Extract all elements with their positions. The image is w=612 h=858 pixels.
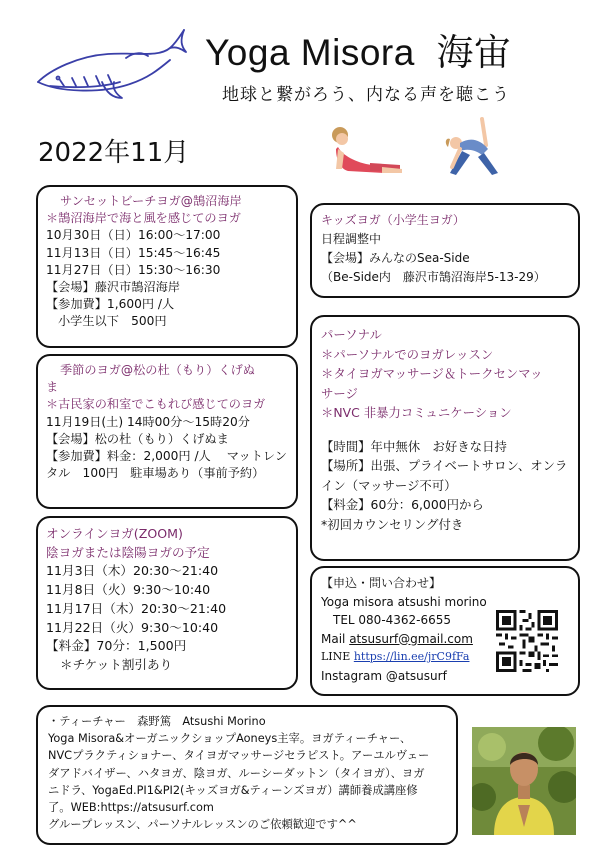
personal-item: ＊NVC 非暴力コミュニケーション bbox=[321, 405, 512, 420]
online-date: 11月17日（木）20:30〜21:40 bbox=[46, 600, 227, 616]
yoga-cobra-pose-illustration bbox=[326, 125, 406, 177]
seasonal-tagline: ＊古民家の和室でこもれび感じてのヨガ bbox=[46, 397, 266, 412]
online-date: 11月3日（木）20:30〜21:40 bbox=[46, 563, 219, 579]
teacher-line: ニドラ、YogaEd.PI1&PI2(キッズヨガ&ティーンズヨガ）講師養成講座修 bbox=[48, 783, 418, 797]
kids-address: （Be-Side内 藤沢市鵠沼海岸5-13-29） bbox=[321, 270, 546, 284]
line-link[interactable]: https://lin.ee/jrC9fFa bbox=[353, 650, 470, 663]
teacher-line: グループレッスン、パーソナルレッスンのご依頼歓迎です^^ bbox=[48, 818, 357, 832]
contact-heading: 【申込・問い合わせ】 bbox=[321, 576, 442, 590]
sunset-fee: 【参加費】1,600円 /人 bbox=[46, 297, 175, 312]
personal-session-card bbox=[310, 315, 580, 561]
teacher-profile-card bbox=[36, 705, 458, 845]
yoga-triangle-pose-illustration bbox=[432, 115, 508, 179]
seasonal-venue: 【会場】松の杜（もり）くげぬま bbox=[46, 431, 229, 446]
online-fee: 【料金】70分：1,500円 bbox=[46, 638, 187, 654]
teacher-line: ・ティーチャー 森野篤 Atsushi Morino bbox=[48, 715, 266, 728]
sunset-tagline: ＊鵠沼海岸で海と風を感じてのヨガ bbox=[46, 211, 241, 226]
online-ticket-note: ＊チケット割引あり bbox=[60, 656, 173, 672]
mail-link[interactable]: atsusurf@gmail.com bbox=[349, 631, 473, 646]
kids-status: 日程調整中 bbox=[321, 232, 382, 246]
kids-yoga-card bbox=[310, 203, 580, 298]
seasonal-title-cont: ま bbox=[46, 380, 59, 395]
month-heading: 2022年11月 bbox=[38, 138, 190, 168]
teacher-line: Yoga Misora&オーガニックショップAoneys主宰。ヨガティーチャー、 bbox=[48, 732, 412, 746]
seasonal-date: 11月19日(土) 14時00分〜15時20分 bbox=[46, 414, 250, 429]
kids-title: キッズヨガ（小学生ヨガ） bbox=[321, 213, 465, 227]
teacher-line: 了。WEB:https://atsusurf.com bbox=[48, 801, 214, 815]
personal-item: ＊パーソナルでのヨガレッスン bbox=[321, 346, 494, 362]
seasonal-yoga-card bbox=[36, 354, 298, 509]
sunset-date: 10月30日（日）16:00〜17:00 bbox=[46, 228, 221, 243]
sunset-date: 11月13日（日）15:45〜16:45 bbox=[46, 245, 221, 260]
seasonal-fee-cont: タル 100円 駐車場あり（事前予約） bbox=[46, 466, 265, 481]
contact-name: Yoga misora atsushi morino bbox=[321, 594, 487, 609]
personal-note: *初回カウンセリング付き bbox=[321, 516, 464, 532]
personal-item: ＊タイヨガマッサージ＆トークセンマッ bbox=[321, 366, 543, 381]
online-date: 11月22日（火）9:30〜10:40 bbox=[46, 619, 219, 635]
line-label: LINE bbox=[321, 650, 354, 663]
contact-tel: TEL 080-4362-6655 bbox=[333, 613, 452, 627]
personal-time: 【時間】年中無休 お好きな日持 bbox=[321, 438, 507, 454]
personal-fee: 【料金】60分：6,000円から bbox=[321, 497, 484, 512]
page-title: Yoga Misora 海宙 bbox=[205, 32, 512, 73]
online-yoga-card bbox=[36, 516, 298, 690]
teacher-photo bbox=[472, 727, 576, 835]
online-subtitle: 陰ヨガまたは陰陽ヨガの予定 bbox=[46, 544, 210, 560]
mail-label: Mail bbox=[321, 631, 350, 646]
seasonal-title: 季節のヨガ@松の杜（もり）くげぬ bbox=[60, 363, 255, 377]
contact-card bbox=[310, 566, 580, 696]
seasonal-fee: 【参加費】料金：2,000円 /人 マットレン bbox=[46, 449, 287, 464]
kids-venue: 【会場】みんなのSea-Side bbox=[321, 251, 470, 265]
online-date: 11月8日（火）9:30〜10:40 bbox=[46, 582, 211, 598]
online-title: オンラインヨガ(ZOOM) bbox=[46, 526, 183, 541]
page-subtitle: 地球と繋がろう、内なる声を聴こう bbox=[222, 85, 510, 105]
contact-instagram: Instagram @atsusurf bbox=[321, 668, 447, 683]
teacher-line: NVCプラクティショナー、タイヨガマッサージセラピスト。アーユルヴェー bbox=[48, 749, 430, 763]
sunset-date: 11月27日（日）15:30〜16:30 bbox=[46, 262, 221, 277]
personal-title: パーソナル bbox=[321, 327, 382, 342]
personal-place-cont: イン（マッサージ不可） bbox=[321, 477, 457, 493]
sunset-beach-yoga-card bbox=[36, 185, 298, 348]
qr-code-icon bbox=[496, 610, 558, 672]
personal-item-cont: サージ bbox=[321, 385, 358, 401]
personal-place: 【場所】出張、プライベートサロン、オンラ bbox=[321, 458, 568, 473]
sunset-fee-child: 小学生以下 500円 bbox=[58, 314, 167, 329]
sunset-venue: 【会場】藤沢市鵠沼海岸 bbox=[46, 280, 181, 295]
teacher-line: ダアドバイザー、ハタヨガ、陰ヨガ、ルーシーダットン（タイヨガ）、ヨガ bbox=[48, 766, 425, 780]
whale-illustration bbox=[30, 22, 190, 100]
sunset-title: サンセットビーチヨガ@鵠沼海岸 bbox=[60, 194, 242, 208]
